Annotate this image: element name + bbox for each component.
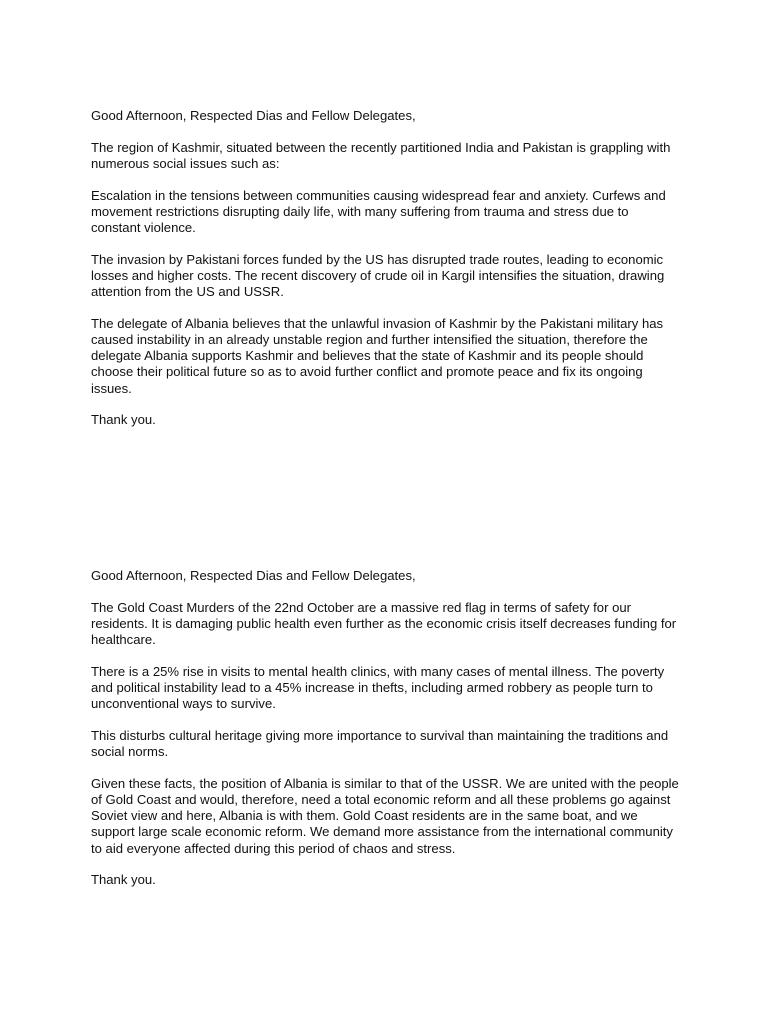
closing: Thank you.: [91, 412, 156, 428]
greeting: Good Afternoon, Respected Dias and Fellow Delegates,: [91, 568, 416, 583]
greeting: Good Afternoon, Respected Dias and Fellow Delegates,: [91, 108, 416, 123]
paragraph: The region of Kashmir, situated between the recently partitioned India and Pakistan is grappling with numerous social issues such as:: [91, 139, 671, 171]
speech-kashmir: [91, 108, 681, 444]
closing: Thank you.: [91, 872, 156, 888]
paragraph: The Gold Coast Murders of the 22nd October are a massive red flag in terms of safety for our residents. It is damaging public health even further as the economic crisis itself decreases funding for healthcare.: [91, 599, 677, 648]
paragraph: This disturbs cultural heritage giving more importance to survival than maintaining the traditions and social norms.: [91, 727, 669, 760]
paragraph: There is a 25% rise in visits to mental health clinics, with many cases of mental illness. The poverty and political instability lead to a 45% increase in thefts, including armed robbery as people turn to unconventional ways to survive.: [91, 663, 665, 712]
paragraph: The invasion by Pakistani forces funded by the US has disrupted trade routes, leading to economic losses and higher costs. The recent discovery of crude oil in Kargil intensifies the situation, drawing attention from the US and USSR.: [91, 251, 665, 300]
paragraph: The delegate of Albania believes that the unlawful invasion of Kashmir by the Pakistani military has caused instability in an already unstable region and further intensified the situation, therefore the delegate Albania supports Kashmir and believes that the state of Kashmir and its people should choose their political future so as to avoid further conflict and promote peace and fix its ongoing issues.: [91, 315, 664, 396]
paragraph: Escalation in the tensions between communities causing widespread fear and anxiety. Curfews and movement restrictions disrupting daily life, with many suffering from trauma and stress due to constant violence.: [91, 187, 666, 236]
speech-gold-coast: [91, 568, 681, 904]
paragraph: Given these facts, the position of Albania is similar to that of the USSR. We are united with the people of Gold Coast and would, therefore, need a total economic reform and all these problems go against Soviet view and here, Albania is with them. Gold Coast residents are in the same boat, and we support large scale economic reform. We demand more assistance from the international community to aid everyone affected during this period of chaos and stress.: [91, 775, 679, 856]
